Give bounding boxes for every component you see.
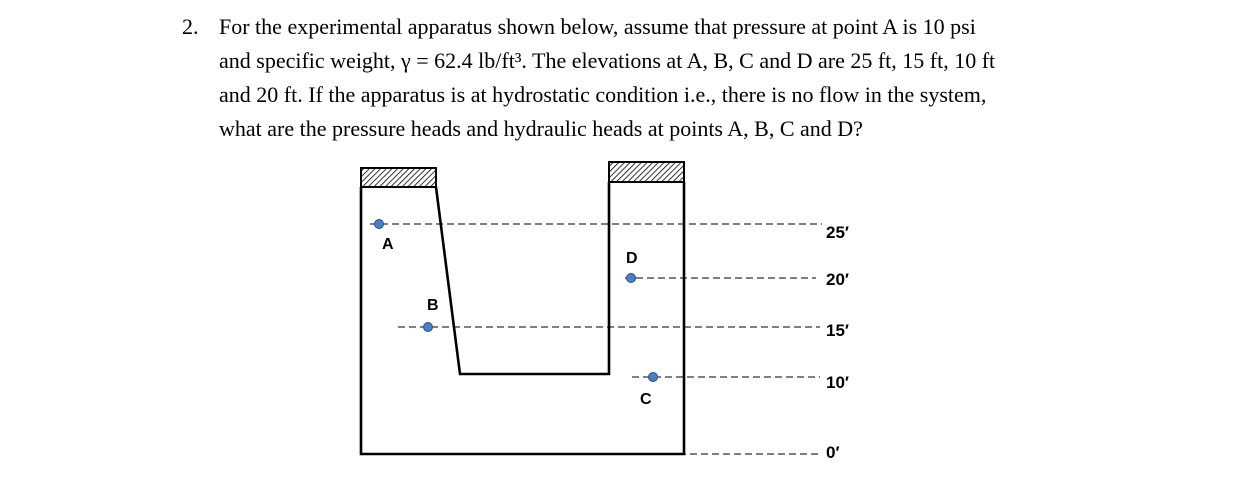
elevation-label-0: 0′ [826,443,840,462]
problem-line-1: For the experimental apparatus shown below, assume that pressure at point A is 10 psi [219,14,976,39]
problem-number: 2. [182,14,199,39]
problem-line-3: and 20 ft. If the apparatus is at hydrostatic condition i.e., there is no flow in the system, [219,82,987,107]
left-cap-hatch [361,168,436,187]
point-d-marker [627,274,636,283]
elevation-label-25: 25′ [826,223,849,242]
point-c-marker [649,373,658,382]
measurement-points [375,220,658,382]
point-b-marker [424,323,433,332]
outer-wall [361,182,684,454]
right-cap-hatch [609,162,684,182]
elevation-label-15: 15′ [826,321,849,340]
inner-channel [436,182,609,374]
problem-line-2: and specific weight, γ = 62.4 lb/ft³. The elevations at A, B, C and D are 25 ft, 15 ft, 10 ft [219,48,996,73]
elevation-lines [370,224,822,454]
point-d-label: D [626,250,638,267]
point-c-label: C [640,391,652,408]
point-a-label: A [382,236,394,253]
apparatus-outline [361,182,684,454]
elevation-label-10: 10′ [826,373,849,392]
point-a-marker [375,220,384,229]
point-b-label: B [427,297,439,314]
elevation-label-20: 20′ [826,270,849,289]
problem-line-4: what are the pressure heads and hydraulic heads at points A, B, C and D? [219,116,863,141]
